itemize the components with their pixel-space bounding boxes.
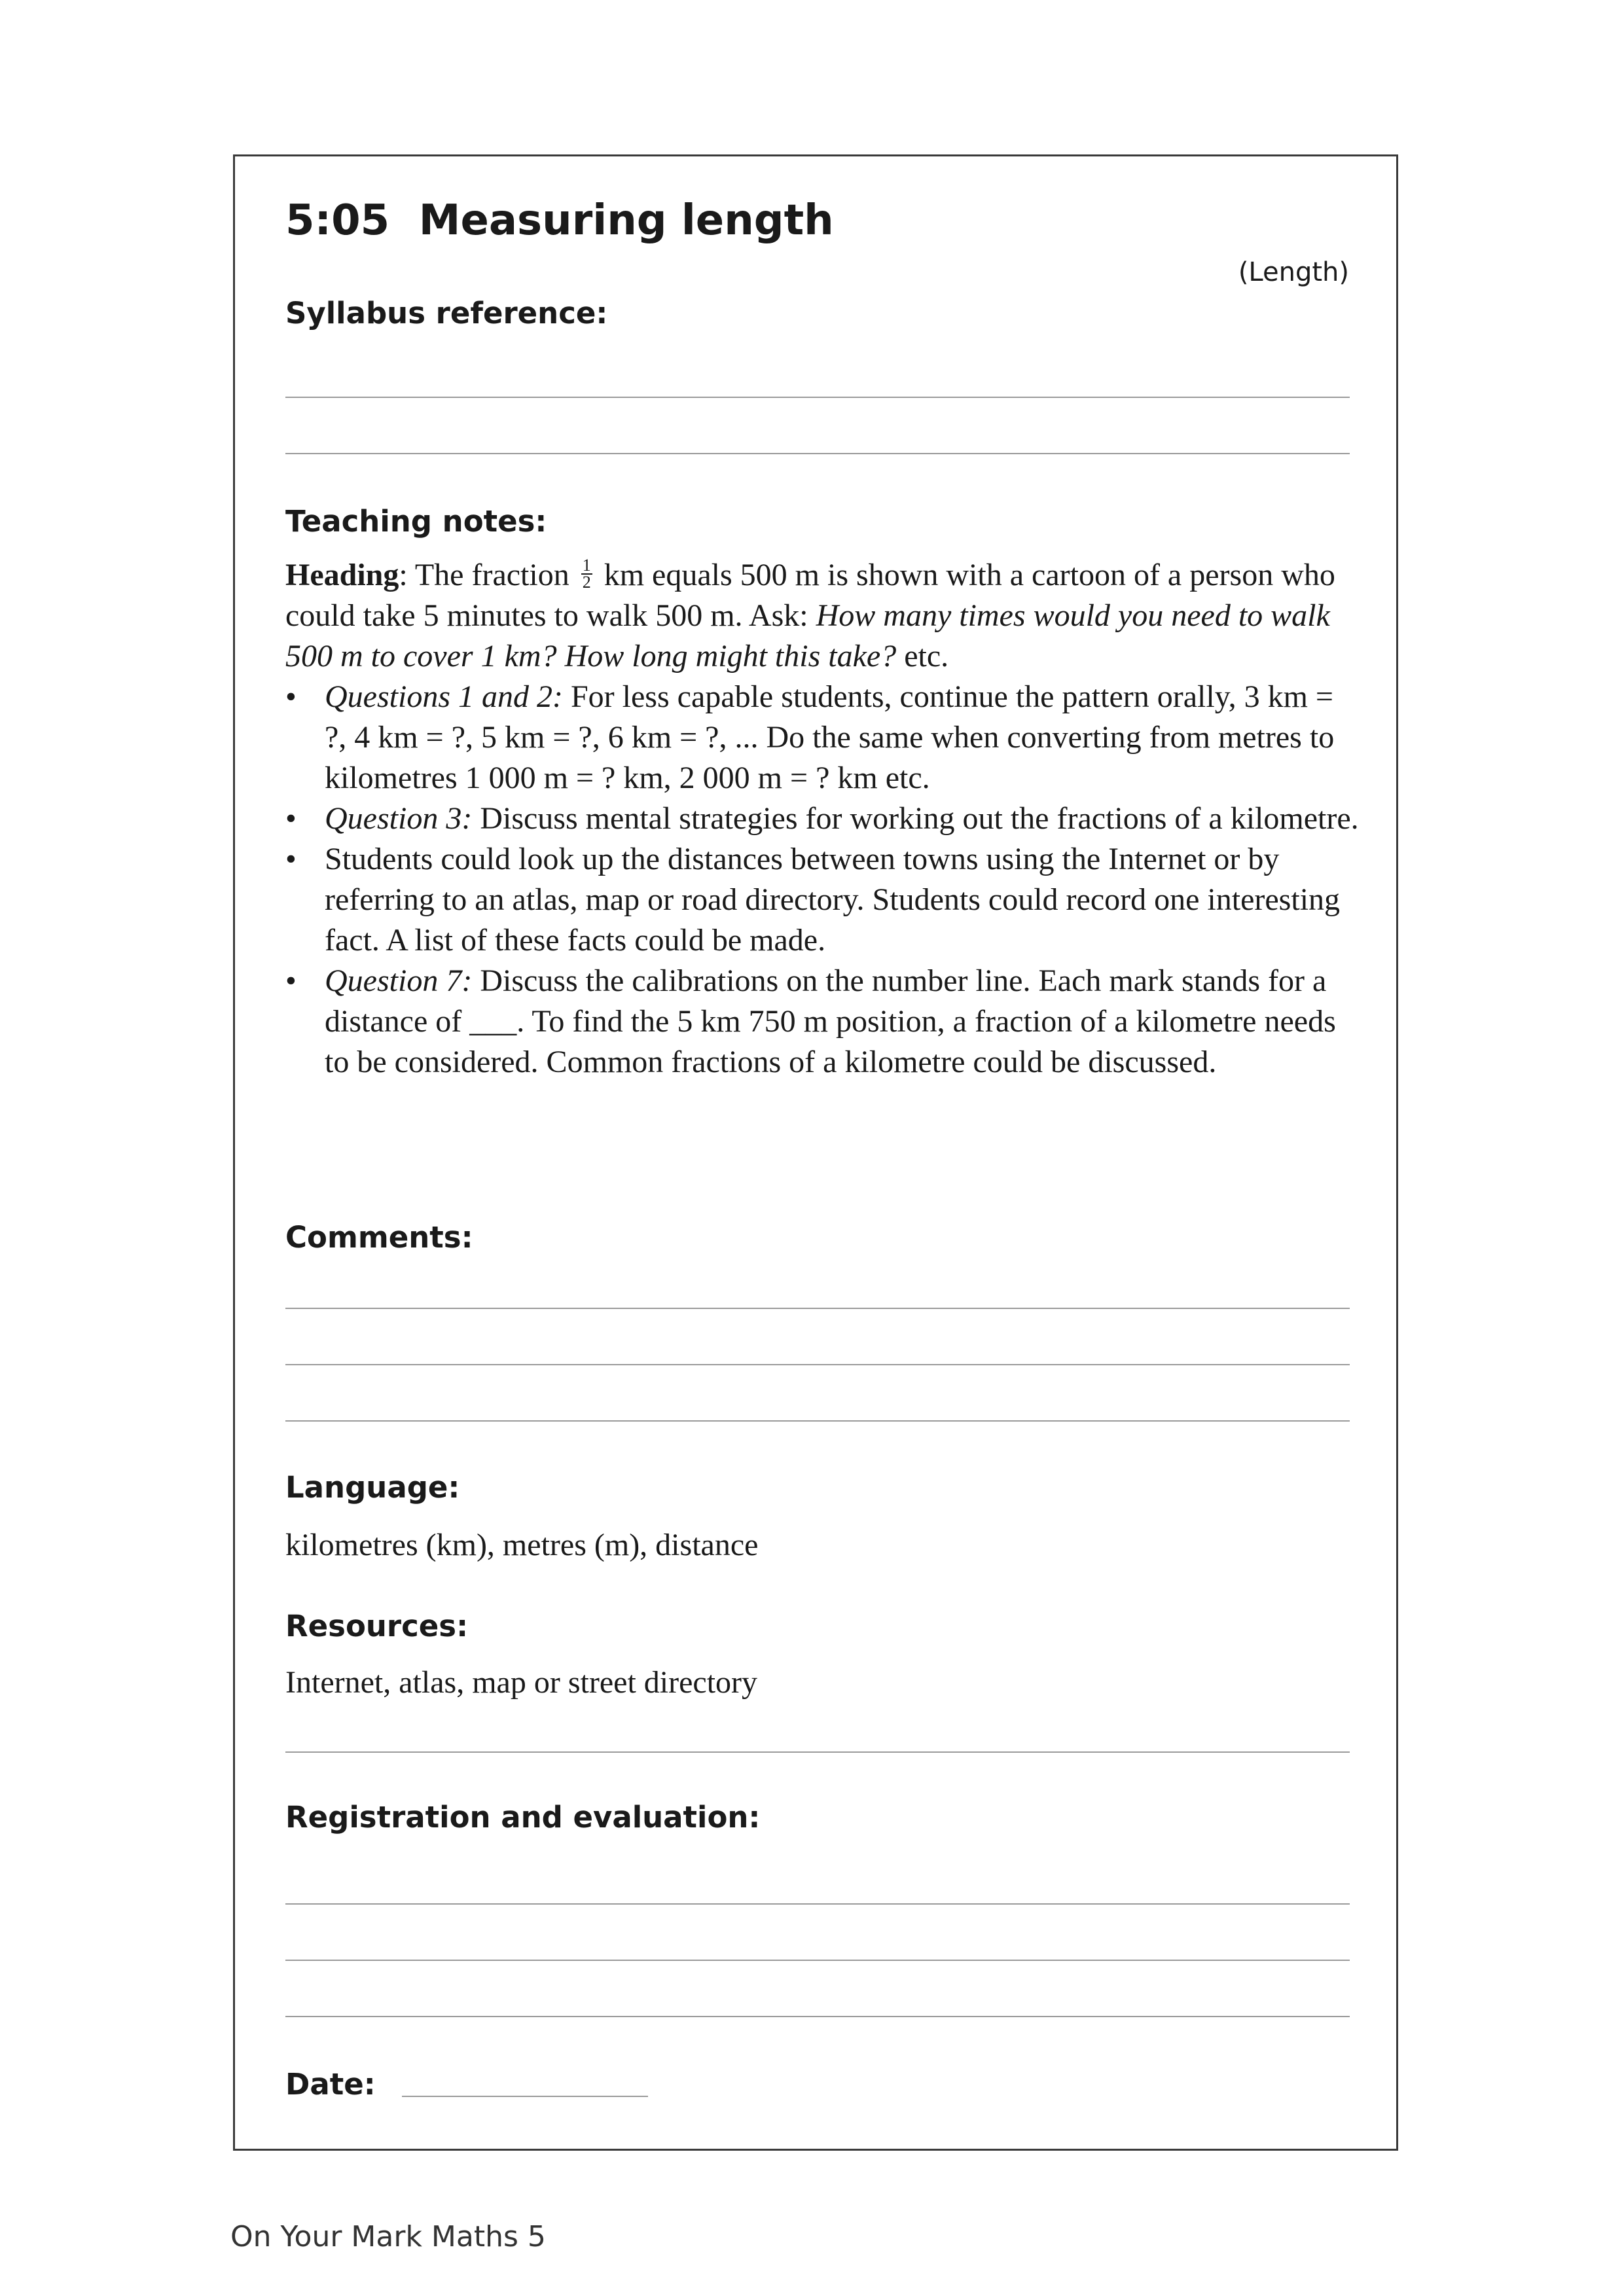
resources-text: Internet, atlas, map or street directory <box>285 1665 758 1700</box>
list-item <box>285 839 1359 961</box>
registration-line-2 <box>285 1960 1350 1961</box>
resources-line <box>285 1751 1350 1753</box>
comments-line-2 <box>285 1364 1350 1365</box>
heading-label: Heading <box>285 558 399 592</box>
date-label: Date: <box>285 2067 376 2102</box>
registration-line-1 <box>285 1903 1350 1905</box>
syllabus-line-2 <box>285 453 1350 454</box>
list-item <box>285 798 1359 839</box>
comments-line-1 <box>285 1308 1350 1309</box>
bullet-text: For less capable students, continue the pattern orally, 3 km = ?, 4 km = ?, 5 km = ?, 6 km = ?, ... Do the same when converting from metres to kilometres 1 000 m = ? km, 2 000 m = ? km etc. <box>325 679 1335 795</box>
bullet-lead: Question 3: <box>325 801 473 836</box>
registration-line-3 <box>285 2016 1350 2017</box>
bullet-text: Discuss mental strategies for working out the fractions of a kilometre. <box>472 801 1359 836</box>
bullet-lead: Question 7: <box>325 963 473 998</box>
comments-heading: Comments: <box>285 1220 473 1255</box>
page-title: 5:05 Measuring length <box>285 196 834 245</box>
list-item <box>285 677 1359 798</box>
teaching-notes-body <box>285 555 1359 1083</box>
date-line <box>402 2096 648 2097</box>
teaching-bullet-list <box>285 677 1359 1083</box>
heading-question: How many times would you need to walk 500 m to cover 1 km? How long might this take? <box>285 598 1330 673</box>
heading-text-end: etc. <box>896 639 949 673</box>
half-fraction <box>581 555 592 592</box>
registration-heading: Registration and evaluation: <box>285 1800 761 1835</box>
bullet-text: Discuss the calibrations on the number line. Each mark stands for a distance of ___. To find the 5 km 750 m position, a fraction of a kilometre needs to be considered. Common fractions of a kilometre could be discussed. <box>325 963 1336 1079</box>
teaching-notes-heading: Teaching notes: <box>285 504 547 539</box>
heading-text-2: km equals 500 m is shown with a cartoon of a person who could take 5 minutes to walk 500 m. Ask: <box>285 558 1335 633</box>
list-item <box>285 961 1359 1083</box>
heading-note <box>285 555 1359 677</box>
language-text: kilometres (km), metres (m), distance <box>285 1528 759 1562</box>
fraction-denominator: 2 <box>582 572 591 592</box>
language-heading: Language: <box>285 1470 460 1505</box>
bullet-lead: Questions 1 and 2: <box>325 679 563 714</box>
fraction-numerator: 1 <box>582 555 591 575</box>
footer-text: On Your Mark Maths 5 <box>230 2220 546 2253</box>
strand-label: (Length) <box>1238 257 1349 287</box>
heading-text-1: : The fraction <box>399 558 577 592</box>
syllabus-line-1 <box>285 397 1350 398</box>
bullet-text: Students could look up the distances between towns using the Internet or by referring to an atlas, map or road directory. Students could record one interesting fact. A list of these facts could be made. <box>325 842 1341 958</box>
resources-heading: Resources: <box>285 1609 469 1643</box>
syllabus-heading: Syllabus reference: <box>285 296 608 331</box>
comments-line-3 <box>285 1420 1350 1422</box>
